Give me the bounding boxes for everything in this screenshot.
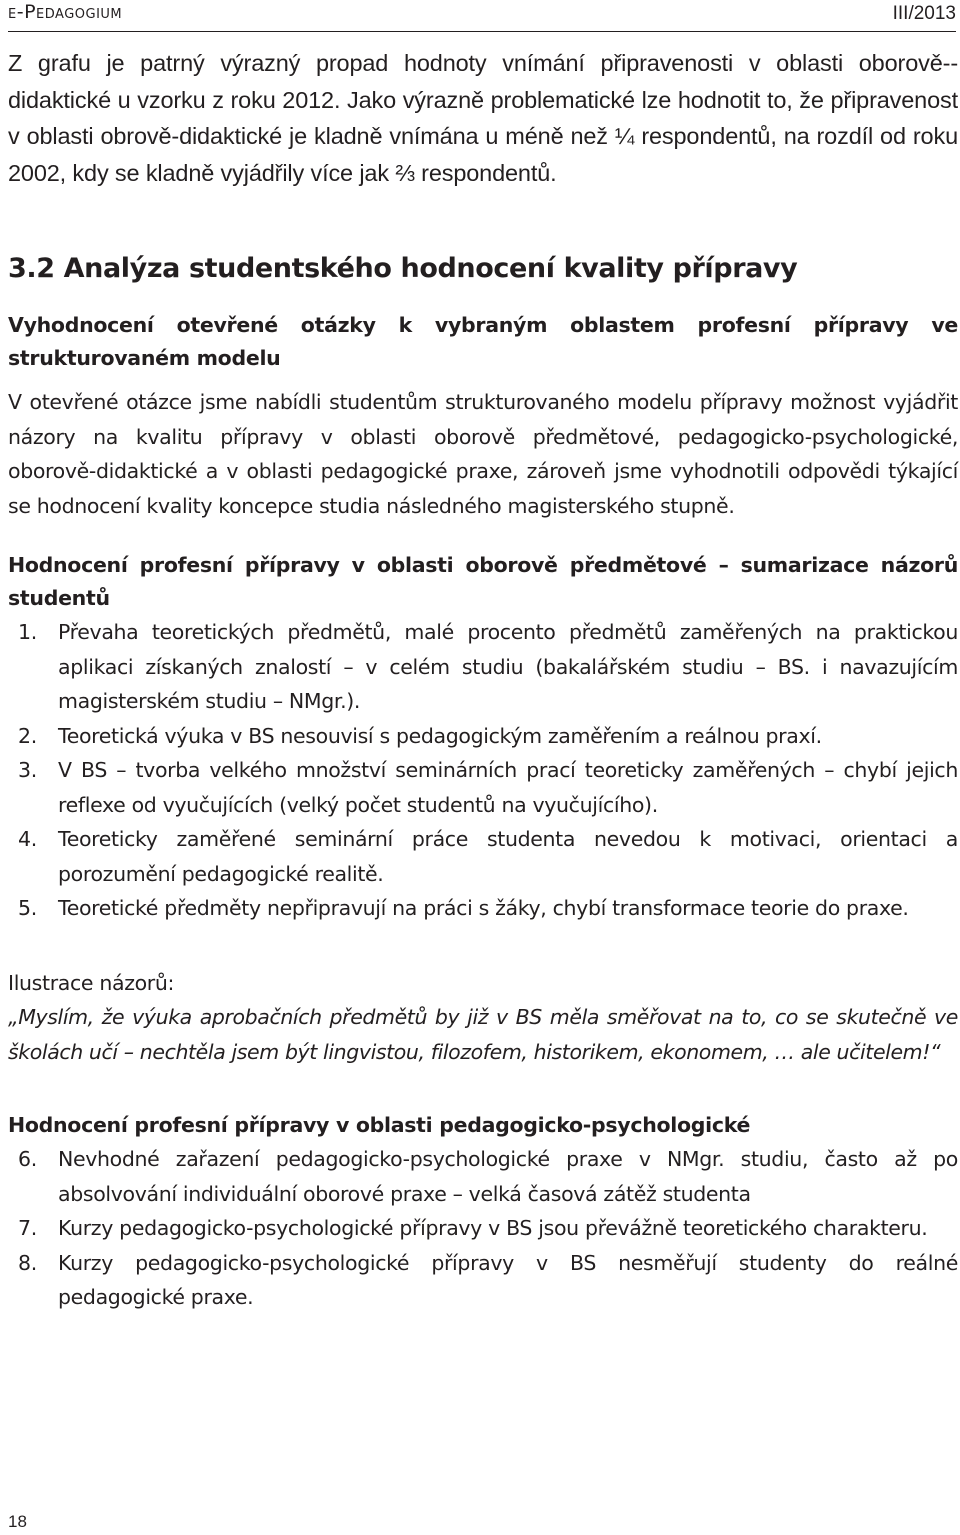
- list-item-text: Převaha teoretických předmětů, malé procento předmětů zaměřených na praktickou aplikaci získaných znalostí – v celém studiu (bakalářském studiu – BS. i navazujícím magisterském studiu – NMgr.).: [58, 620, 958, 713]
- issue-number: III/2013: [892, 3, 956, 24]
- pedagogy-area-heading: Hodnocení profesní přípravy v oblasti pedagogicko-psychologické: [8, 1113, 751, 1137]
- list-item-number: 8.: [18, 1250, 37, 1275]
- list-item: [8, 891, 958, 926]
- list-item-text: Teoretické předměty nepřipravují na práci s žáky, chybí transformace teorie do praxe.: [58, 896, 909, 920]
- list-item: [8, 719, 958, 754]
- page-number: 18: [8, 1512, 27, 1531]
- list-item: [8, 1142, 958, 1211]
- illustration-label: Ilustrace názorů:: [8, 970, 175, 995]
- list-item-number: 6.: [18, 1147, 37, 1171]
- list-item: [8, 753, 958, 822]
- list-item-text: V BS – tvorba velkého množství seminárních prací teoreticky zaměřených – chybí jejich reflexe od vyučujících (velký počet studentů na vyučujícího).: [58, 758, 958, 817]
- section-heading: 3.2 Analýza studentského hodnocení kvality přípravy: [8, 253, 798, 284]
- list-item-text: Teoreticky zaměřené seminární práce studenta nevedou k motivaci, orientaci a porozumění pedagogické realitě.: [58, 827, 958, 886]
- list-item-number: 7.: [18, 1216, 37, 1240]
- open-question-paragraph: V otevřené otázce jsme nabídli studentům strukturovaného modelu přípravy možnost vyjádřit názory na kvalitu přípravy v oblasti oborově předmětové, pedagogicko-psychologické, oborově-didaktické a v oblasti pedagogické praxe, zároveň jsme vyhodnotili odpovědi týkající se hodnocení kvality koncepce studia následného magisterského stupně.: [8, 390, 958, 518]
- list-item-number: 1.: [18, 620, 37, 644]
- intro-paragraph: Z grafu je patrný výrazný propad hodnoty vnímání připravenosti v oblasti oborově--didaktické u vzorku z roku 2012. Jako výrazně problematické lze hodnotit to, že připravenost v oblasti obrově-didaktické je kladně vnímána u méně než ¼ respondentů, na rozdíl od roku 2002, kdy se kladně vyjádřily více jak ⅔ respondentů.: [8, 50, 958, 186]
- list-item: [8, 822, 958, 891]
- list-item-text: Nevhodné zařazení pedagogicko-psychologické praxe v NMgr. studiu, často až po absolvování individuální oborové praxe – velká časová zátěž studenta: [58, 1147, 958, 1206]
- list-item-number: 4.: [18, 827, 37, 851]
- subject-area-heading: Hodnocení profesní přípravy v oblasti oborově předmětové – sumarizace názorů studentů: [8, 553, 958, 610]
- journal-logo: e-Pedagogium: [8, 1, 123, 23]
- list-item-number: 5.: [18, 896, 37, 920]
- list-item: [8, 615, 958, 719]
- list-item-text: Kurzy pedagogicko-psychologické přípravy v BS jsou převážně teoretického charakteru.: [58, 1216, 928, 1240]
- list-item: [8, 1246, 958, 1315]
- section-subheading: Vyhodnocení otevřené otázky k vybraným oblastem profesní přípravy ve strukturovaném modelu: [8, 313, 958, 370]
- list-item-text: Kurzy pedagogicko-psychologické přípravy v BS nesměřují studenty do reálné pedagogické praxe.: [58, 1250, 958, 1309]
- list-item-text: Teoretická výuka v BS nesouvisí s pedagogickým zaměřením a reálnou praxí.: [58, 723, 822, 748]
- list-item-number: 3.: [18, 758, 37, 782]
- page-header: [8, 0, 956, 30]
- page-content: [8, 45, 958, 1315]
- subject-area-list: [8, 615, 958, 926]
- list-item-number: 2.: [18, 723, 37, 748]
- list-item: [8, 1211, 958, 1246]
- pedagogy-area-list: [8, 1142, 958, 1315]
- header-divider: [8, 31, 956, 32]
- student-quote: „Myslím, že výuka aprobačních předmětů by již v BS měla směřovat na to, co se skutečně ve školách učí – nechtěla jsem být lingvistou, filozofem, historikem, ekonomem, … ale učitelem!“: [8, 1005, 958, 1064]
